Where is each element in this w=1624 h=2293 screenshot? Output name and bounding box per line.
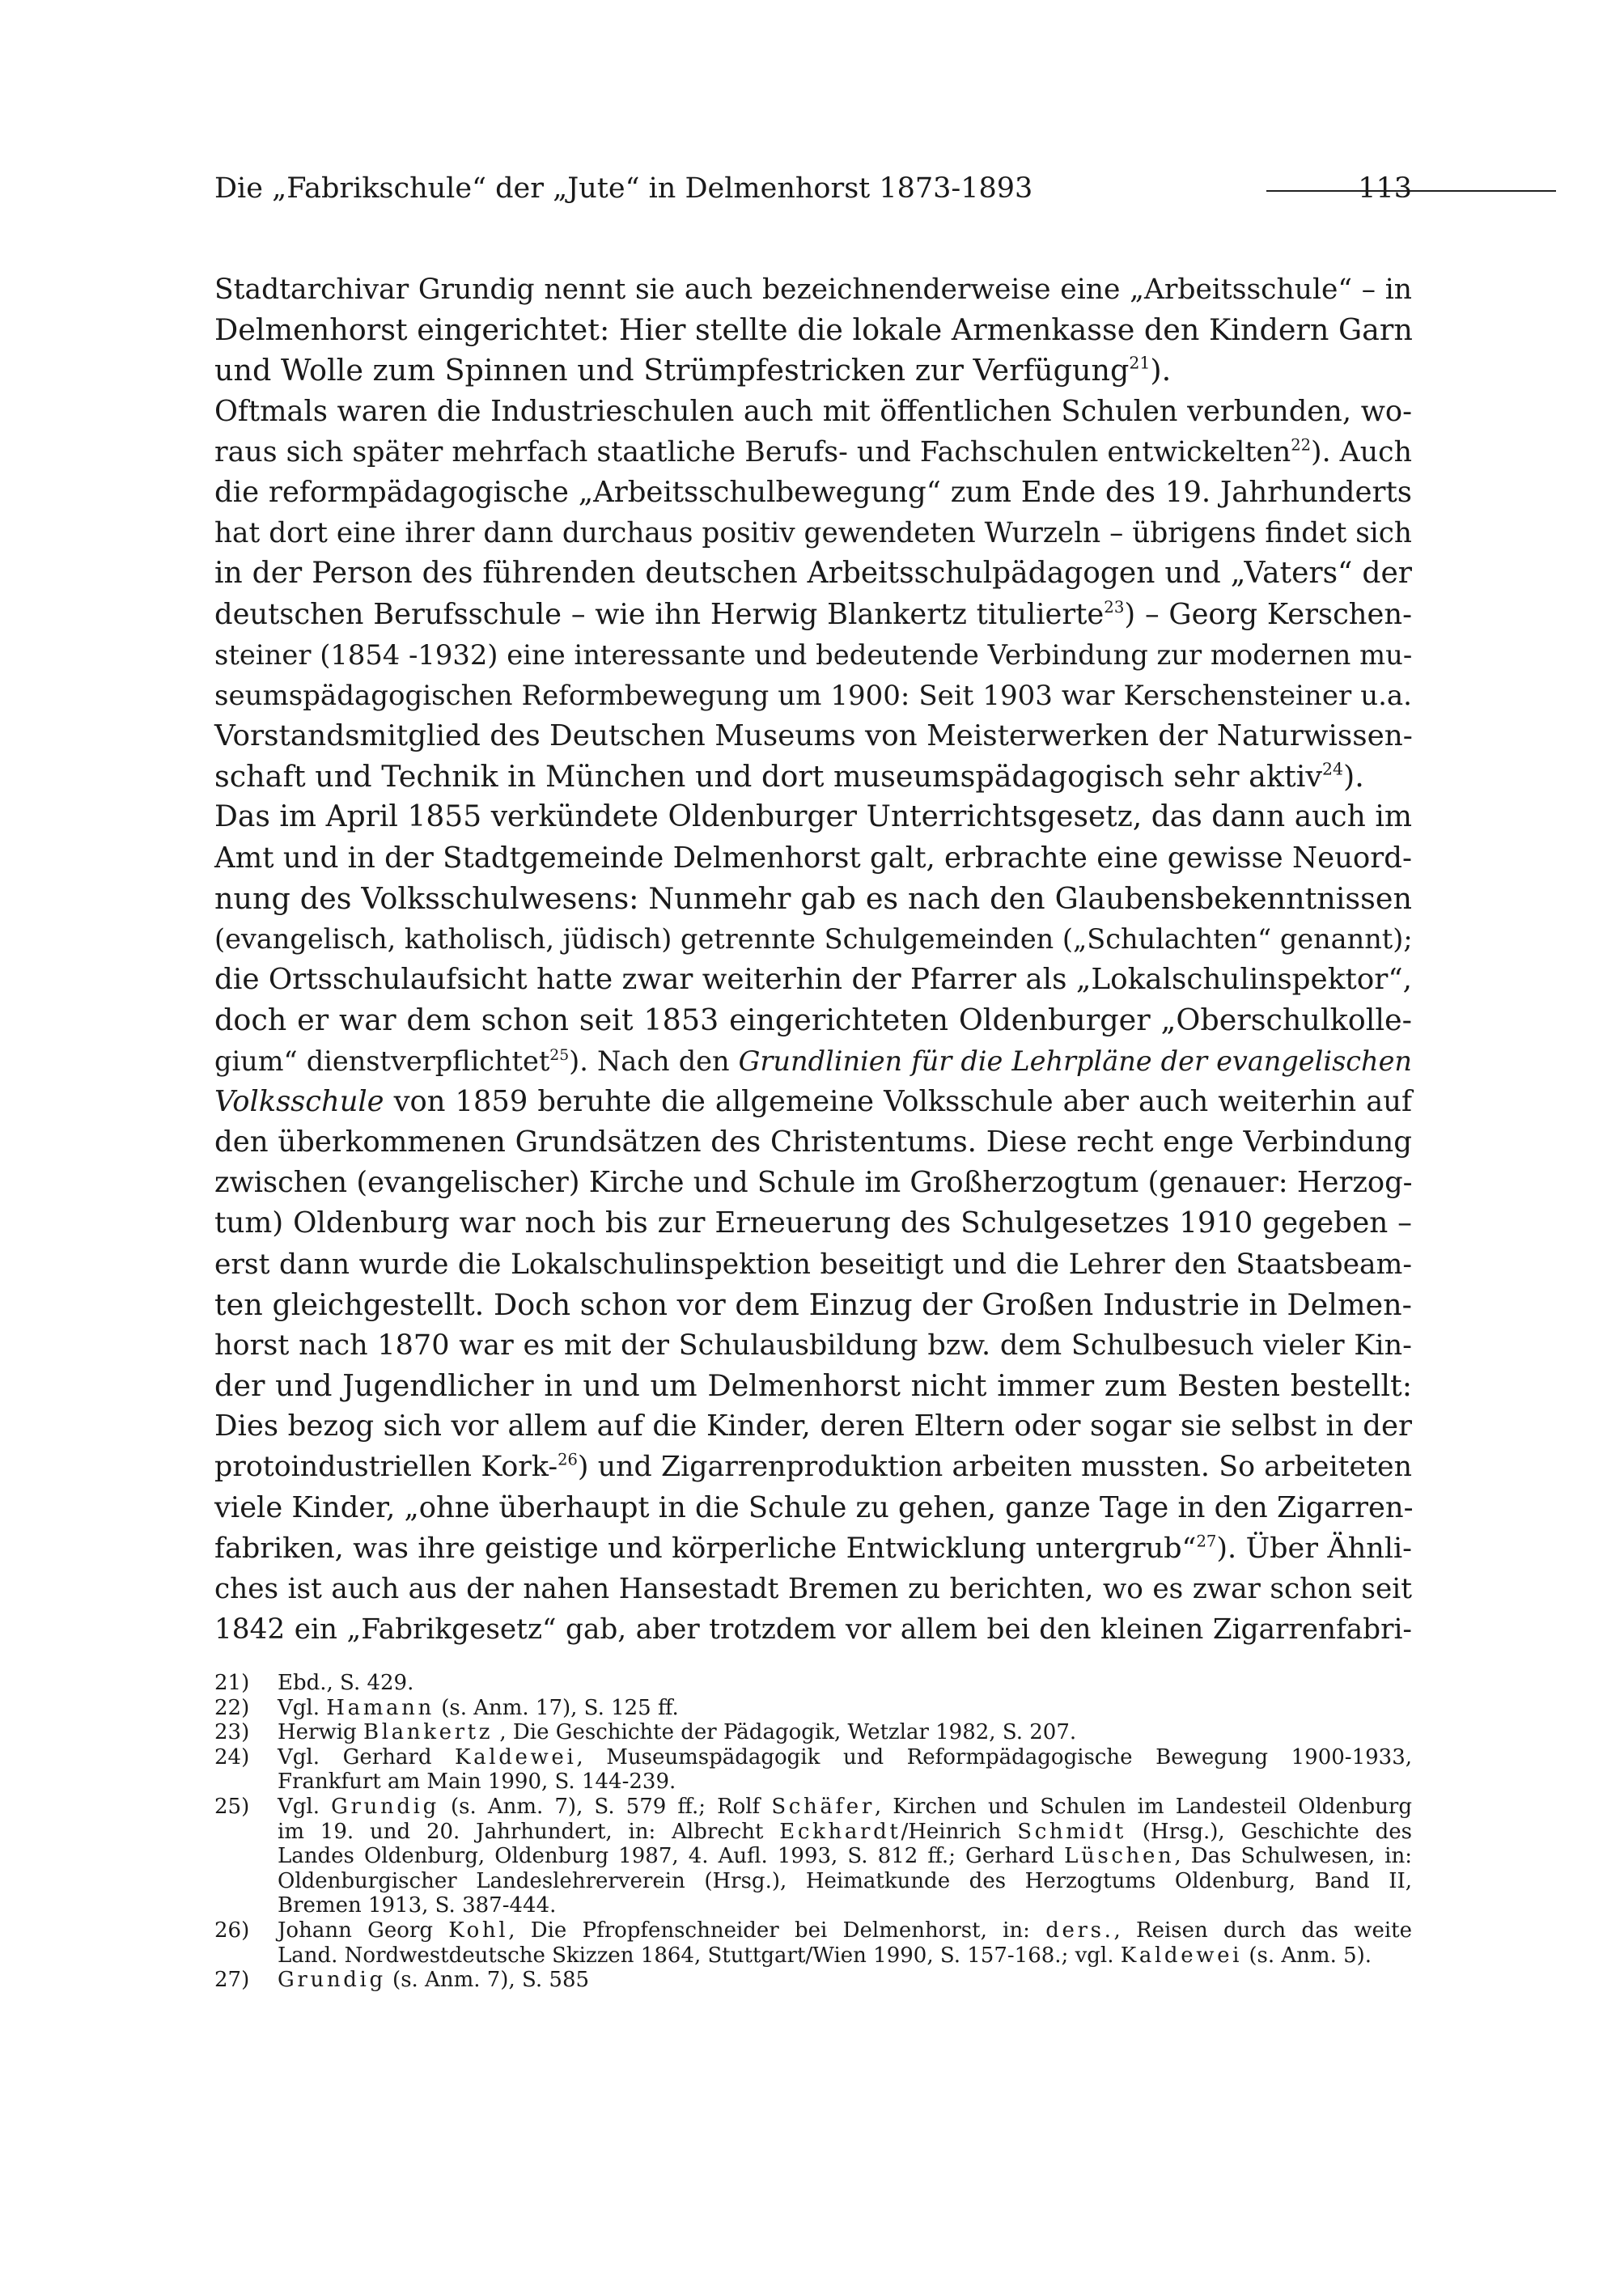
- body-line: ten gleichgestellt. Doch schon vor dem Einzug der Großen Industrie in Delmen-: [214, 1286, 1412, 1322]
- body-line: ches ist auch aus der nahen Hansestadt Bremen zu berichten, wo es zwar schon seit: [214, 1573, 1412, 1605]
- author-name: Kohl: [448, 1918, 509, 1943]
- body-line: Amt und in der Stadtgemeinde Delmenhorst galt, erbrachte eine gewisse Neuord-: [214, 841, 1412, 875]
- author-name: Hamann: [326, 1695, 435, 1720]
- body-line: horst nach 1870 war es mit der Schulausbildung bzw. dem Schulbesuch vieler Kin-: [214, 1329, 1412, 1362]
- body-line: (evangelisch, katholisch, jüdisch) getrennte Schulgemeinden („Schulachten“ genannt);: [214, 923, 1413, 955]
- footnote-number: 26): [214, 1918, 250, 1943]
- body-line: viele Kinder, „ohne überhaupt in die Schule zu gehen, ganze Tage in den Zigarren-: [214, 1490, 1414, 1524]
- author-name: Eckhardt: [779, 1819, 901, 1844]
- body-line: deutschen Berufsschule – wie ihn Herwig Blankertz titulierte$^{23}$) – Georg Kerschen-: [214, 597, 1412, 631]
- footnotes: [214, 1671, 1412, 1993]
- author-name: Grundig: [331, 1794, 439, 1819]
- body-line: doch er war dem schon seit 1853 eingerichteten Oldenburger „Oberschulkolle-: [214, 1002, 1412, 1038]
- italic-title: Grundlinien für die Lehrpläne der evangelischen: [738, 1045, 1412, 1077]
- footnote-21: 21) Ebd., S. 429.: [214, 1671, 414, 1695]
- footnote-24: 24) Vgl. Gerhard Kaldewei, Museumspädagogik und Reformpädagogische Bewegung 1900-1933, Frankfurt am Main 1990, S. 144-239.: [214, 1744, 1412, 1795]
- body-line: zwischen (evangelischer) Kirche und Schule im Großherzogtum (genauer: Herzog-: [214, 1166, 1413, 1200]
- body-line: schaft und Technik in München und dort museumspädagogisch sehr aktiv$^{24}$).: [214, 759, 1364, 795]
- author-name: Blankertz: [363, 1720, 494, 1745]
- body-line: raus sich später mehrfach staatliche Berufs- und Fachschulen entwickelten$^{22}$). Auch: [214, 435, 1412, 468]
- body-line: die reformpädagogische „Arbeitsschulbewegung“ zum Ende des 19. Jahrhunderts: [214, 475, 1412, 509]
- page-number: 113: [1358, 172, 1412, 205]
- body-line: hat dort eine ihrer dann durchaus positiv gewendeten Wurzeln – übrigens findet sich: [214, 517, 1412, 550]
- running-header: [214, 168, 1412, 209]
- running-title: Die „Fabrikschule“ der „Jute“ in Delmenhorst 1873-1893: [214, 172, 1033, 205]
- body-line: in der Person des führenden deutschen Arbeitsschulpädagogen und „Vaters“ der: [214, 557, 1412, 591]
- body-line: die Ortsschulaufsicht hatte zwar weiterhin der Pfarrer als „Lokalschulinspektor“,: [214, 963, 1412, 997]
- body-line: nung des Volksschulwesens: Nunmehr gab es nach den Glaubensbekenntnissen: [214, 880, 1412, 916]
- footnote-27: 27) Grundig (s. Anm. 7), S. 585: [214, 1968, 590, 1993]
- body-line: Stadtarchivar Grundig nennt sie auch bezeichnenderweise eine „Arbeitsschule“ – in: [214, 273, 1412, 306]
- footnote-number: 21): [214, 1671, 250, 1695]
- footnote-ref-27[interactable]: 27: [1196, 1532, 1217, 1551]
- footnote-ref-24[interactable]: 24: [1321, 759, 1343, 779]
- body-line: Delmenhorst eingerichtet: Hier stellte die lokale Armenkasse den Kindern Garn: [214, 312, 1413, 348]
- footnote-23: 23) Herwig Blankertz , Die Geschichte der Pädagogik, Wetzlar 1982, S. 207.: [214, 1720, 1077, 1745]
- footnote-number: 27): [214, 1968, 250, 1993]
- body-line: den überkommenen Grundsätzen des Christentums. Diese recht enge Verbindung: [214, 1125, 1412, 1159]
- footnote-26: 26) Johann Georg Kohl, Die Pfropfenschneider bei Delmenhorst, in: ders., Reisen durch das weite Land. Nordwestdeutsche Skizzen 1864, Stuttgart/Wien 1990, S. 157-168.; vgl. Kaldewei (s. Anm. 5).: [214, 1918, 1412, 1968]
- author-name: Lüschen: [1064, 1844, 1175, 1869]
- author-name: Grundig: [278, 1968, 386, 1993]
- footnote-ref-25[interactable]: 25: [549, 1046, 570, 1064]
- footnote-ref-23[interactable]: 23: [1104, 597, 1125, 617]
- body-line: Dies bezog sich vor allem auf die Kinder, deren Eltern oder sogar sie selbst in der: [214, 1409, 1412, 1443]
- body-line: und Wolle zum Spinnen und Strümpfestricken zur Verfügung$^{21}$).: [214, 353, 1172, 388]
- footnote-number: 23): [214, 1720, 250, 1745]
- body-line: 1842 ein „Fabrikgesetz“ gab, aber trotzdem vor allem bei den kleinen Zigarrenfabri-: [214, 1613, 1412, 1647]
- body-text: [214, 269, 1412, 1650]
- author-name: Kaldewei: [1120, 1943, 1243, 1968]
- footnote-number: 25): [214, 1794, 250, 1819]
- author-name: ders.: [1045, 1918, 1114, 1943]
- body-line: Das im April 1855 verkündete Oldenburger Unterrichtsgesetz, das dann auch im: [214, 800, 1412, 834]
- body-line: der und Jugendlicher in und um Delmenhorst nicht immer zum Besten bestellt:: [214, 1368, 1412, 1404]
- body-line: fabriken, was ihre geistige und körperliche Entwicklung untergrub“$^{27}$). Über Ähnli-: [214, 1532, 1412, 1565]
- body-line: tum) Oldenburg war noch bis zur Erneuerung des Schulgesetzes 1910 gegeben –: [214, 1206, 1412, 1240]
- body-line: gium“ dienstverpflichtet$^{25}$). Nach den Grundlinien für die Lehrpläne der evangelischen: [214, 1045, 1412, 1077]
- footnote-number: 24): [214, 1744, 250, 1770]
- body-line: steiner (1854 -1932) eine interessante und bedeutende Verbindung zur modernen mu-: [214, 638, 1413, 671]
- author-name: Schäfer: [771, 1794, 875, 1819]
- body-line: seumspädagogischen Reformbewegung um 1900: Seit 1903 war Kerschensteiner u.a.: [214, 679, 1412, 712]
- body-line: Vorstandsmitglied des Deutschen Museums von Meisterwerken der Naturwissen-: [214, 719, 1413, 753]
- author-name: Kaldewei: [455, 1744, 577, 1770]
- body-line: Oftmals waren die Industrieschulen auch mit öffentlichen Schulen verbunden, wo-: [214, 394, 1412, 428]
- footnote-number: 22): [214, 1695, 250, 1720]
- body-line: protoindustriellen Kork-$^{26}$) und Zigarrenproduktion arbeiten mussten. So arbeiteten: [214, 1450, 1413, 1484]
- footnote-22: 22) Vgl. Hamann (s. Anm. 17), S. 125 ff.: [214, 1695, 679, 1720]
- body-line: Volksschule von 1859 beruhte die allgemeine Volksschule aber auch weiterhin auf: [214, 1084, 1412, 1118]
- footnote-ref-21[interactable]: 21: [1129, 354, 1151, 374]
- footnote-ref-22[interactable]: 22: [1291, 435, 1312, 455]
- author-name: Schmidt: [1017, 1819, 1126, 1844]
- italic-title: Volksschule: [214, 1084, 384, 1118]
- body-line: erst dann wurde die Lokalschulinspektion beseitigt und die Lehrer den Staatsbeam-: [214, 1248, 1412, 1281]
- footnote-ref-26[interactable]: 26: [558, 1450, 578, 1469]
- footnote-25: 25) Vgl. Grundig (s. Anm. 7), S. 579 ff.; Rolf Schäfer, Kirchen und Schulen im Landesteil Oldenburg im 19. und 20. Jahrhundert, in: Albrecht Eckhardt/Heinrich Schmidt (Hrsg.), Geschichte des Landes Oldenburg, Oldenburg 1987, 4. Aufl. 1993, S. 812 ff.; Gerhard Lüschen, Das Schulwesen, in: Oldenburgischer Landeslehrerverein (Hrsg.), Heimatkunde des Herzogtums Oldenburg, Band II, Bremen 1913, S. 387-444.: [214, 1794, 1413, 1918]
